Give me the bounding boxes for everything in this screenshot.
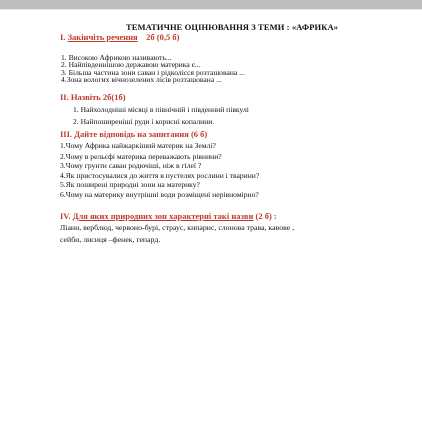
section-1-number: І.: [60, 32, 66, 42]
section-2-item-1: 1. Найхолодніші місяці в північній і південний півкулі: [73, 105, 249, 114]
section-4-title: Для яких природних зон характерні такі назви: [72, 211, 254, 221]
section-1-heading: [60, 32, 179, 42]
section-3-item-4: 4.Як пристосувалися до життя в пустелях рослини і тварини?: [60, 171, 260, 180]
section-4-text-line-1: Ліани, верблюд, червоно-бурі, страус, кипарис, слонова трава, кавове ,: [60, 223, 295, 232]
section-2-item-2: 2. Найпоширеніші руди і корисні копалини.: [73, 117, 215, 126]
section-3-heading: ІІІ. Дайте відповідь на запитання (6 б): [60, 129, 208, 139]
document-title: ТЕМАТИЧНЕ ОЦІНЮВАННЯ З ТЕМИ : «АФРИКА»: [126, 22, 339, 32]
section-4-heading: [60, 211, 277, 221]
section-4-score: (2 б) :: [255, 211, 277, 221]
top-toolbar-strip: [0, 0, 422, 9]
document-page: [0, 10, 422, 423]
section-3-item-6: 6.Чому на материку внутрішні води розміщені нерівномірно?: [60, 190, 259, 199]
section-3-item-3: 3.Чому грунти саван родючіші, ніж в гілеї ?: [60, 161, 202, 170]
section-3-item-2: 2.Чому в рельєфі материка переважають рівнини?: [60, 152, 222, 161]
section-3-item-1: 1.Чому Африка найжаркіший материк на Землі?: [60, 141, 216, 150]
section-4-number: ІV.: [60, 211, 71, 221]
section-2-heading: ІІ. Назвіть 2б(1б): [60, 92, 126, 102]
section-1-item-4: 4.Зона вологих вічнозелених лісів розташована ...: [61, 75, 222, 84]
section-1-title: Закінчіть речення: [67, 32, 138, 42]
section-4-text-line-2: сейби, лисиця –фенек, гепард.: [60, 235, 161, 244]
section-1-item-1: 1. Високою Африкою називають...: [61, 53, 172, 62]
section-1-score: 2б (0,5 б): [146, 32, 180, 42]
section-1-item-3: 3. Більша частина зони саван і рідколісся розташована ...: [61, 68, 245, 77]
section-3-item-5: 5.Як поширені природні зони на материку?: [60, 180, 200, 189]
section-1-item-2: 2. Найпівденнішою державою материка є...: [61, 60, 201, 69]
